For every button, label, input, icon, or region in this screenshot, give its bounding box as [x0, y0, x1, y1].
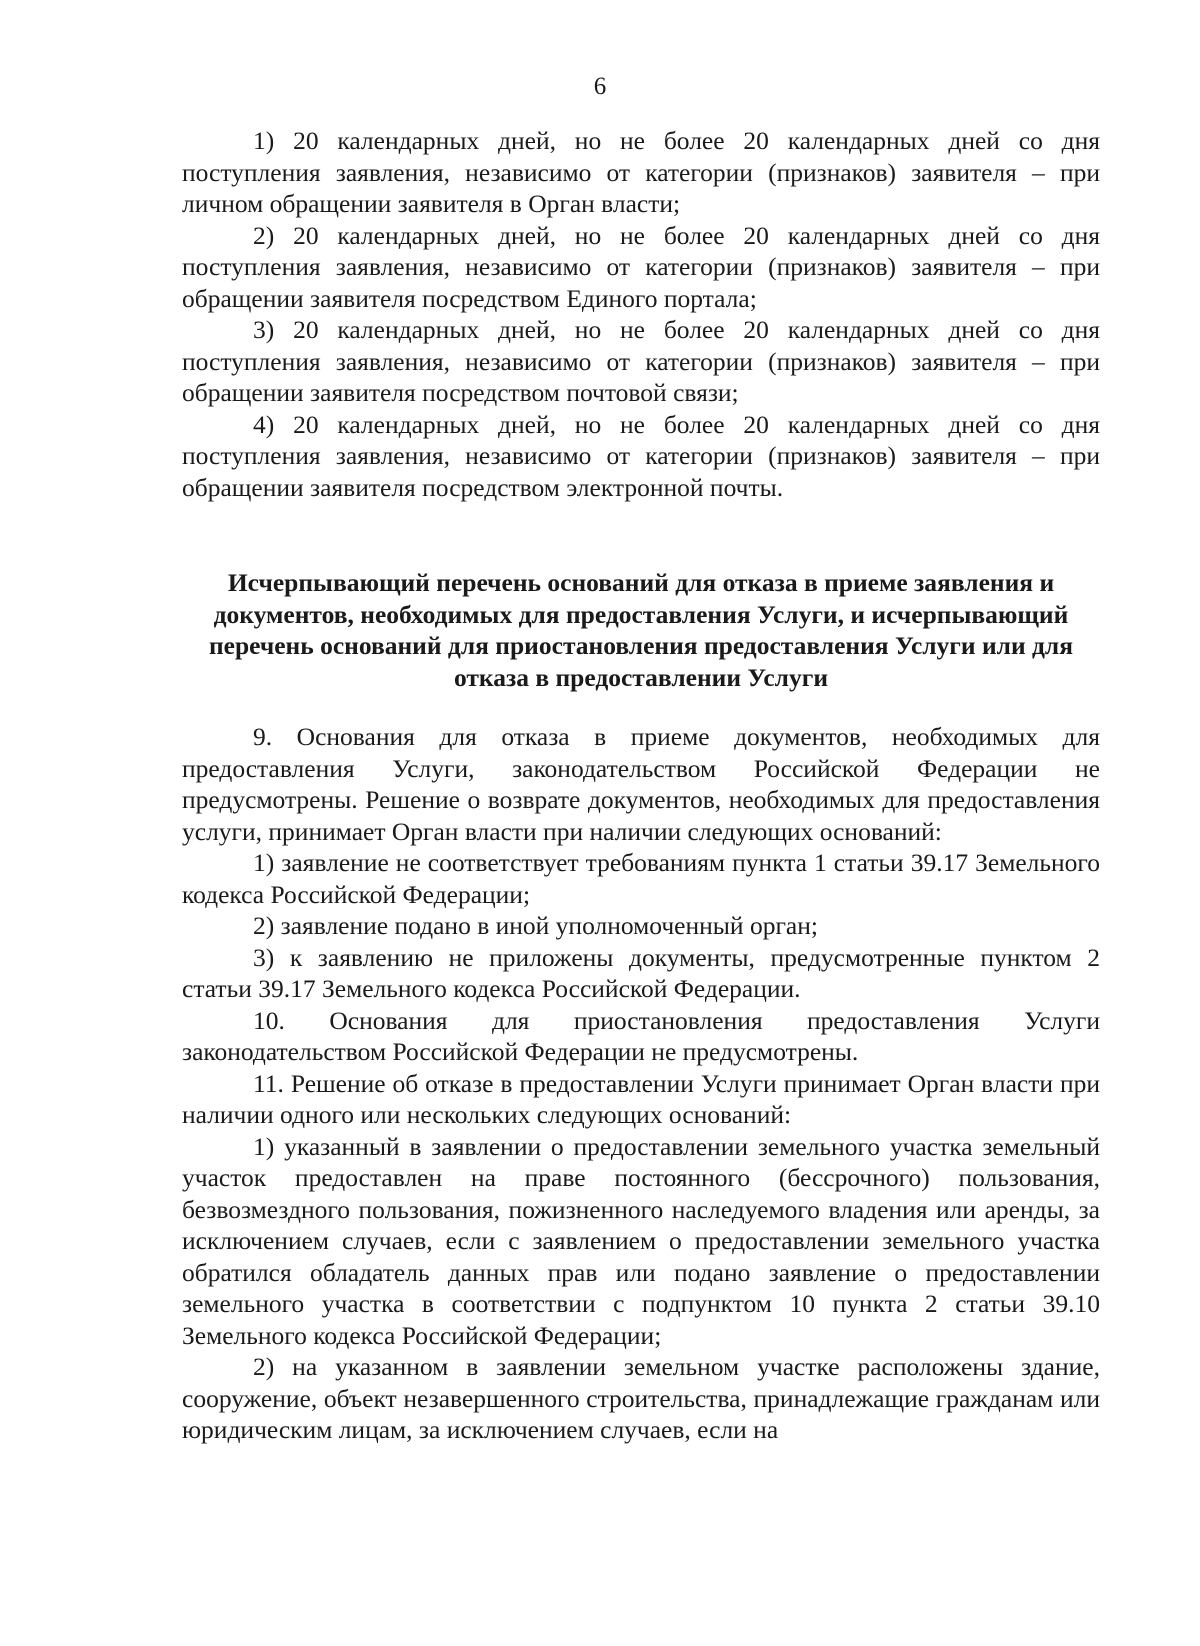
paragraph-9: 9. Основания для отказа в приеме документов, необходимых для предоставления Услуги, законодательством Российской Федерации не предусмотрены. Решение о возврате документов, необходимых для предоставления услуги, принимает Орган власти при наличии следующих оснований: — [182, 722, 1100, 846]
page-content — [182, 125, 1100, 1446]
deadline-item-3: 3) 20 календарных дней, но не более 20 календарных дней со дня поступления заявления, независимо от категории (признаков) заявителя – при обращении заявителя посредством почтовой связи; — [182, 315, 1100, 407]
deadline-item-4: 4) 20 календарных дней, но не более 20 календарных дней со дня поступления заявления, независимо от категории (признаков) заявителя – при обращении заявителя посредством электронной почты. — [182, 409, 1100, 502]
paragraph-10: 10. Основания для приостановления предоставления Услуги законодательством Российской Федерации не предусмотрены. — [182, 1005, 1100, 1066]
paragraph-9-item-1: 1) заявление не соответствует требованиям пункта 1 статьи 39.17 Земельного кодекса Российской Федерации; — [182, 848, 1100, 909]
deadline-item-2: 2) 20 календарных дней, но не более 20 календарных дней со дня поступления заявления, независимо от категории (признаков) заявителя – при обращении заявителя посредством Единого портала; — [182, 220, 1100, 313]
paragraph-11-item-1: 1) указанный в заявлении о предоставлении земельного участка земельный участок предоставлен на праве постоянного (бессрочного) пользования, безвозмездного пользования, пожизненного наследуемого владения или аренды, за исключением случаев, если с заявлением о предоставлении земельного участка обратился обладатель данных прав или подано заявление о предоставлении земельного участка в соответствии с подпунктом 10 пункта 2 статьи 39.10 Земельного кодекса Российской Федерации; — [182, 1131, 1100, 1350]
paragraph-11: 11. Решение об отказе в предоставлении Услуги принимает Орган власти при наличии одного или нескольких следующих оснований: — [182, 1068, 1100, 1129]
deadlines-list — [182, 125, 1100, 503]
section-body — [182, 721, 1100, 1446]
paragraph-9-item-3: 3) к заявлению не приложены документы, предусмотренные пунктом 2 статьи 39.17 Земельного кодекса Российской Федерации. — [182, 942, 1100, 1003]
paragraph-9-item-2: 2) заявление подано в иной уполномоченный орган; — [253, 911, 818, 940]
page-number: 6 — [593, 73, 607, 100]
deadline-item-1: 1) 20 календарных дней, но не более 20 календарных дней со дня поступления заявления, независимо от категории (признаков) заявителя – при личном обращении заявителя в Орган власти; — [182, 126, 1100, 218]
section-heading: Исчерпывающий перечень оснований для отказа в приеме заявления и документов, необходимых для предоставления Услуги, и исчерпывающий перечень оснований для приостановления предоставления Услуги или для отказа в предоставлении Услуги — [208, 568, 1074, 692]
paragraph-11-item-2: 2) на указанном в заявлении земельном участке расположены здание, сооружение, объект незавершенного строительства, принадлежащие гражданам или юридическим лицам, за исключением случаев, если на — [182, 1352, 1100, 1444]
